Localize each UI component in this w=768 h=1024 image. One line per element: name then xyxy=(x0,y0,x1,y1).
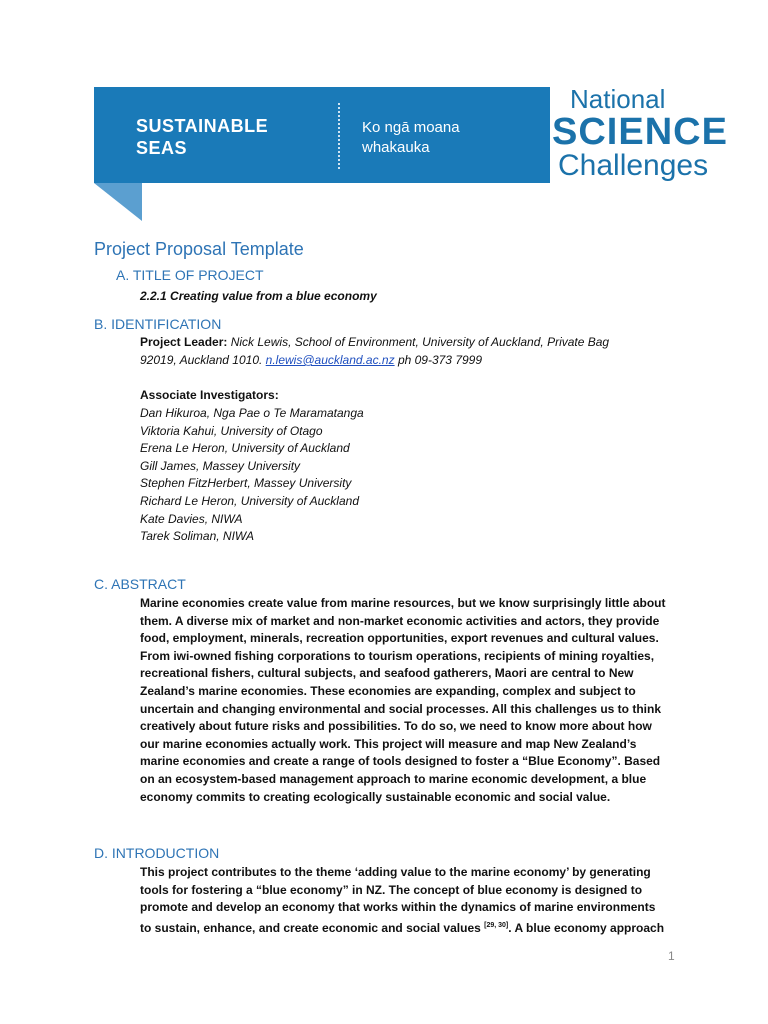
introduction-paragraph xyxy=(140,864,680,937)
intro-line: This project contributes to the theme ‘adding value to the marine economy’ by generating xyxy=(140,865,651,879)
leader-text: Nick Lewis, School of Environment, University of Auckland, Private Bag xyxy=(230,335,610,349)
banner-tail xyxy=(94,183,142,221)
nsc-line-2: SCIENCE xyxy=(552,111,728,153)
banner-angle xyxy=(510,87,550,183)
intro-line-start: to sustain, enhance, and create economic and social values xyxy=(140,920,485,935)
section-c-heading: C. ABSTRACT xyxy=(94,576,186,592)
abstract-line: From iwi-owned fishing corporations to tourism operations, recipients of mining royalties, xyxy=(140,648,655,663)
abstract-line: Zealand’s marine economies. These economies are expanding, complex and subject to xyxy=(140,683,636,698)
abstract-line: on an ecosystem-based management approach to marine economic development, a blue xyxy=(140,771,647,786)
page-number: 1 xyxy=(668,949,675,963)
nsc-line-1: National xyxy=(570,84,666,114)
associate-investigators-label: Associate Investigators: xyxy=(140,388,279,402)
brand-line-2: SEAS xyxy=(136,138,188,158)
abstract-line: food, employment, minerals, recreation opportunities, export revenues and cultural values. xyxy=(140,631,659,646)
maori-tagline xyxy=(362,118,460,158)
abstract-paragraph xyxy=(140,595,680,806)
sustainable-seas-logo xyxy=(136,115,268,159)
leader-email-link[interactable]: n.lewis@auckland.ac.nz xyxy=(265,353,395,367)
section-a-heading: A. TITLE OF PROJECT xyxy=(116,267,264,283)
investigator-item: Viktoria Kahui, University of Otago xyxy=(140,423,323,438)
intro-line-end: . A blue economy approach xyxy=(508,920,665,935)
investigator-item: Dan Hikuroa, Nga Pae o Te Maramatanga xyxy=(140,406,364,420)
project-leader-line-2 xyxy=(140,352,482,370)
investigator-item: Kate Davies, NIWA xyxy=(140,511,243,526)
brand-divider xyxy=(338,103,340,169)
abstract-line: Marine economies create value from marine resources, but we know surprisingly little about xyxy=(140,596,666,610)
investigator-item: Tarek Soliman, NIWA xyxy=(140,529,255,544)
abstract-line: economy commits to creating ecologically sustainable economic and social value. xyxy=(140,789,611,804)
document-title: Project Proposal Template xyxy=(94,239,304,259)
brand-line-1: SUSTAINABLE xyxy=(136,116,269,136)
section-b-heading: B. IDENTIFICATION xyxy=(94,316,222,332)
investigator-list xyxy=(140,405,364,546)
maori-line-1: Ko ngā moana xyxy=(362,119,460,136)
abstract-line: uncertain and changing environmental and social processes. All this challenges us to think xyxy=(140,701,662,716)
abstract-line: marine economies and create a range of tools designed to foster a “Blue Economy”. Based xyxy=(140,754,661,769)
investigator-item: Stephen FitzHerbert, Massey University xyxy=(140,476,352,491)
leader-label: Project Leader: xyxy=(140,335,228,349)
intro-line: tools for fostering a “blue economy” in NZ. The concept of blue economy is designed to xyxy=(140,882,643,897)
investigator-item: Richard Le Heron, University of Auckland xyxy=(140,493,359,508)
investigator-item: Erena Le Heron, University of Auckland xyxy=(140,441,350,456)
leader-phone: ph 09-373 7999 xyxy=(397,353,483,367)
abstract-line: creatively about future risks and possibilities. To do so, we need to know more about how xyxy=(140,719,652,734)
section-d-heading: D. INTRODUCTION xyxy=(94,845,220,861)
project-leader-line-1 xyxy=(140,334,609,352)
leader-address: 92019, Auckland 1010. xyxy=(140,353,263,367)
abstract-line: them. A diverse mix of market and non-market economic activities and actors, they provide xyxy=(140,613,660,628)
abstract-line: recreational fishers, cultural subjects, and seafood gatherers, Maori are central to New xyxy=(140,666,634,681)
maori-line-2: whakauka xyxy=(362,139,430,156)
project-title: 2.2.1 Creating value from a blue economy xyxy=(140,289,377,303)
intro-line: promote and develop an economy that works within the dynamics of marine environments xyxy=(140,900,656,915)
investigator-item: Gill James, Massey University xyxy=(140,458,301,473)
citation: [29, 30] xyxy=(484,921,509,929)
abstract-line: our marine economies actually work. This project will measure and map New Zealand’s xyxy=(140,736,637,751)
national-science-challenges-logo xyxy=(552,84,732,182)
intro-line-last xyxy=(140,917,680,938)
nsc-line-3: Challenges xyxy=(558,149,709,182)
